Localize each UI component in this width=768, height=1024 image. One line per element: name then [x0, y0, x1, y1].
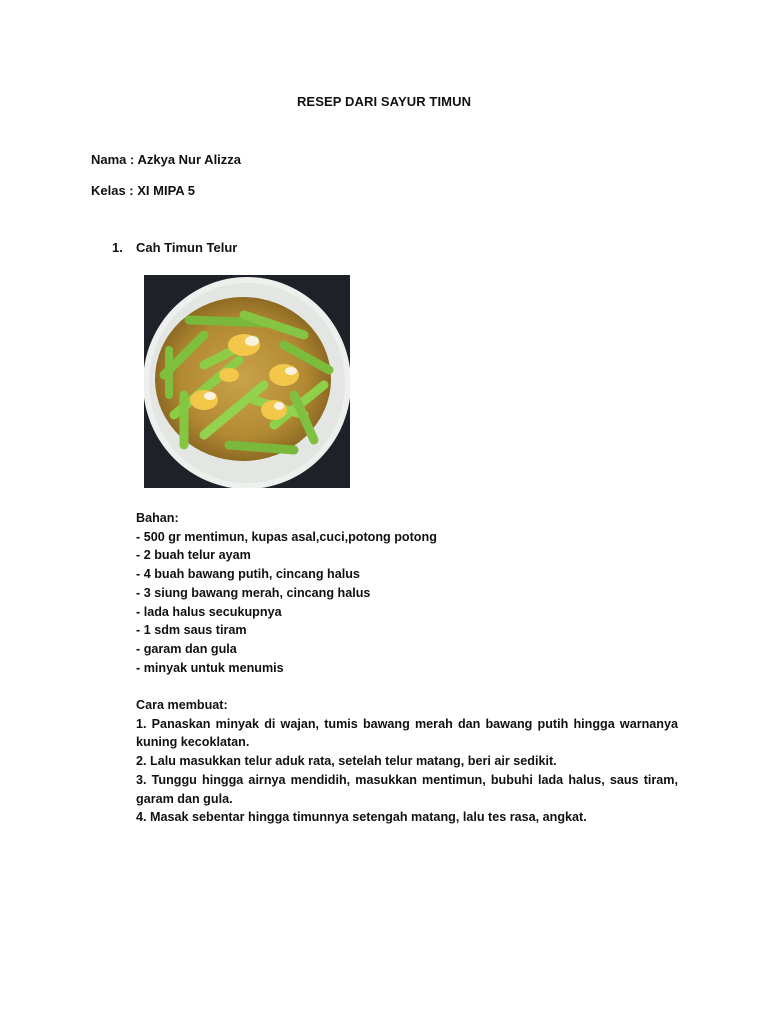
- step-item: 1. Panaskan minyak di wajan, tumis bawang merah dan bawang putih hingga warnanya kuning kecoklatan.: [136, 716, 678, 750]
- ingredient-item: - 1 sdm saus tiram: [136, 623, 247, 638]
- document-title: RESEP DARI SAYUR TIMUN: [296, 94, 472, 109]
- stir-fried-cucumber-egg-plate-icon: [144, 275, 350, 488]
- recipe-number: 1.: [112, 240, 123, 255]
- ingredient-item: - 500 gr mentimun, kupas asal,cuci,potong potong: [136, 529, 437, 544]
- steps-section: [136, 696, 678, 827]
- ingredients-section: [136, 509, 678, 677]
- ingredients-heading: Bahan:: [136, 511, 179, 525]
- recipe-name: Cah Timun Telur: [136, 240, 238, 255]
- ingredient-item: - garam dan gula: [136, 641, 237, 656]
- ingredient-item: - minyak untuk menumis: [136, 660, 284, 675]
- ingredient-item: - 4 buah bawang putih, cincang halus: [136, 567, 360, 582]
- ingredient-item: - lada halus secukupnya: [136, 604, 282, 619]
- recipe-photo: [144, 275, 350, 488]
- recipe-heading: [112, 240, 237, 255]
- steps-heading: Cara membuat:: [136, 698, 228, 712]
- student-class: Kelas : XI MIPA 5: [91, 183, 196, 198]
- ingredient-item: - 2 buah telur ayam: [136, 548, 251, 563]
- step-item: 4. Masak sebentar hingga timunnya setengah matang, lalu tes rasa, angkat.: [136, 810, 587, 825]
- ingredient-item: - 3 siung bawang merah, cincang halus: [136, 585, 371, 600]
- step-item: 3. Tunggu hingga airnya mendidih, masukkan mentimun, bubuhi lada halus, saus tiram, garam dan gula.: [136, 772, 678, 806]
- student-name: Nama : Azkya Nur Alizza: [91, 152, 242, 167]
- step-item: 2. Lalu masukkan telur aduk rata, setelah telur matang, beri air sedikit.: [136, 754, 557, 769]
